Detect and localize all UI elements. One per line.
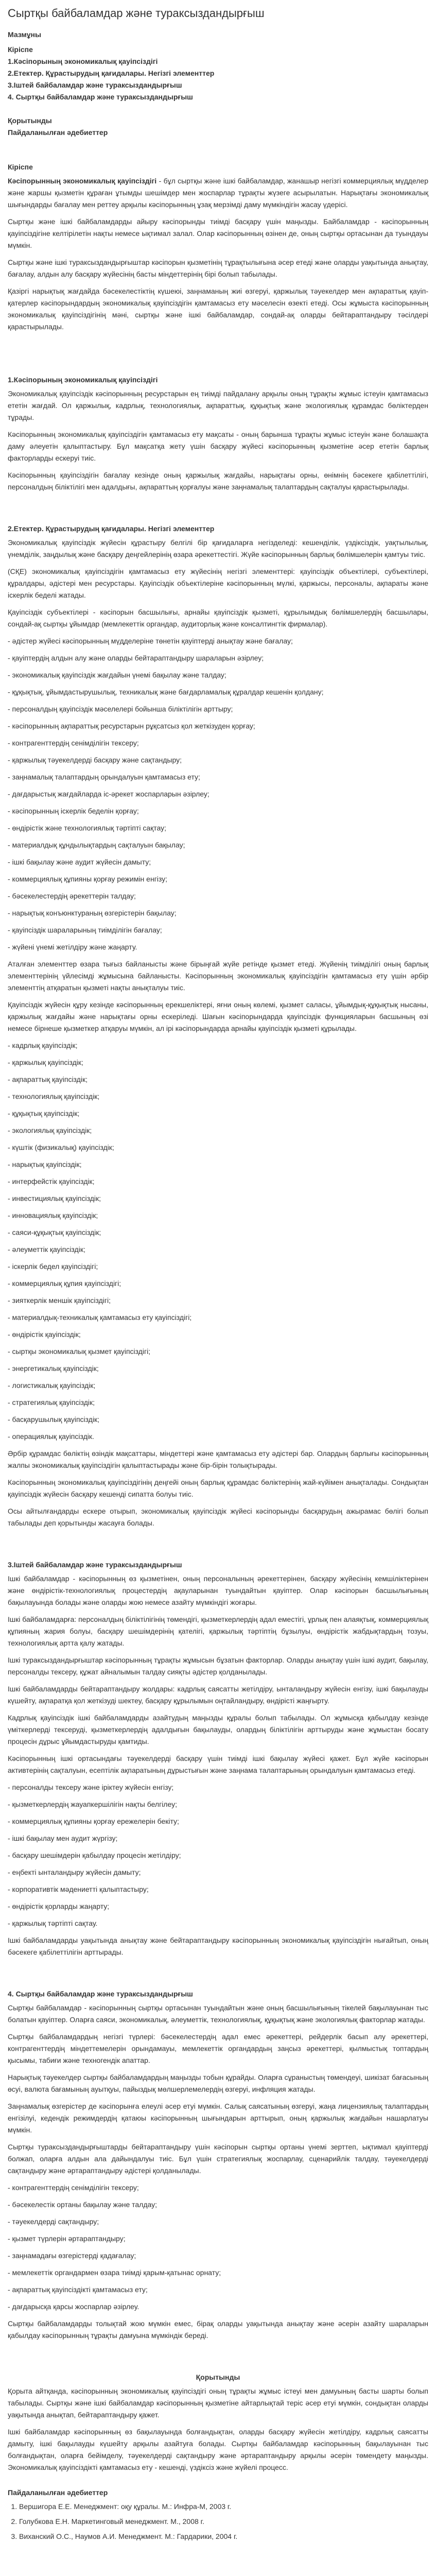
- paragraph-text: Қазіргі нарықтық жағдайда бәсекелестіктің күшеюі, заңнаманың жиі өзгеруі, қаржылық тәуекелдер мен ақпараттық қауіп-қатерлер кәсіпорындардың экономикалық қауіпсіздігін қамтамасыз ету мәселесін өзекті етеді. Осы жұмыста кәсіпорынның экономикалық қауіпсіздігінің мәні, сыртқы және ішкі байбаламдар, сондай-ақ оларды бейтараптандыру тәсілдері қарастырылады.: [8, 287, 428, 331]
- body-paragraph: [8, 1573, 428, 1608]
- list-item: - заңнамадағы өзгерістерді қадағалау;: [8, 2251, 136, 2260]
- body-paragraph: [8, 537, 428, 561]
- paragraph-text: Сыртқы байбаламдардың негізгі түрлері: бәсекелестердің адал емес әрекеттері, рейдерлік басып алу әрекеттері, контрагенттердің міндеттемелерін орындамауы, мемлекеттік органдардың заңсыз әрекеттері, қылмыстық топтардың қысымы, табиғи және техногендік апаттар.: [8, 2032, 428, 2064]
- body-paragraph: [8, 2031, 428, 2066]
- table-of-contents: [8, 29, 428, 139]
- list-item: - басқару шешімдерін қабылдау процесін жетілдіру;: [8, 1851, 181, 1859]
- list-item: - кадрлық қауіпсіздік;: [8, 1041, 78, 1049]
- list-item: - материалдық-техникалық қамтамасыз ету қауіпсіздігі;: [8, 1313, 192, 1321]
- section-3: [8, 1559, 428, 1958]
- list-item: - логистикалық қауіпсіздік;: [8, 1381, 96, 1389]
- section-title: Қорытынды: [196, 2373, 240, 2381]
- toc-link[interactable]: Қорытынды: [8, 116, 52, 125]
- body-paragraph: [8, 285, 428, 333]
- toc-link[interactable]: 2.Етектер. Құрастырудың қағидалары. Негізгі элементтер: [8, 69, 215, 77]
- toc-link[interactable]: Пайдаланылған әдебиеттер: [8, 128, 108, 137]
- paragraph-text: Кәсіпорынның экономикалық қауіпсіздігінің деңгейі оның барлық құрамдас бөліктерінің жай-күйімен анықталады. Сондықтан қауіпсіздік жүйесін басқару кешенді сипатта болуы тиіс.: [8, 1478, 428, 1498]
- list-item: - дағдарысқа қарсы жоспарлар әзірлеу.: [8, 2302, 139, 2311]
- list-item: - ақпараттық қауіпсіздік;: [8, 1075, 88, 1083]
- section-title: 2.Етектер. Құрастырудың қағидалары. Негізгі элементтер: [8, 524, 215, 533]
- paragraph-text: Ішкі байбаламдар - кәсіпорынның өз қызметінен, оның персоналының әрекеттерінен, басқару жүйесінің кемшіліктерінен және өндірістік-технологиялық процестердің ақауларынан туындайтын қауіптер. Олар кәсіпорын басшылығының бақылауында болады және оларды жою немесе азайту мүмкіндігі жоғары.: [8, 1574, 428, 1606]
- list-item: - кәсіпорынның іскерлік беделін қорғау;: [8, 807, 139, 815]
- list-item: - ішкі бақылау және аудит жүйесін дамыту;: [8, 858, 151, 866]
- conclusion-section: [8, 2371, 428, 2473]
- list-item: - кәсіпорынның ақпараттық ресурстарын рұқсатсыз қол жеткізуден қорғау;: [8, 722, 255, 730]
- list-item: - ақпараттық қауіпсіздікті қамтамасыз ету;: [8, 2285, 148, 2294]
- list-item: - құқықтық қауіпсіздік;: [8, 1109, 80, 1117]
- list-item: - басқарушылық қауіпсіздік;: [8, 1415, 100, 1423]
- list-item: - инвестициялық қауіпсіздік;: [8, 1194, 101, 1202]
- toc-link[interactable]: 3.Іштей байбаламдар және тураксыздандырғыш: [8, 81, 182, 89]
- list-item: - ішкі бақылау мен аудит жүргізу;: [8, 1834, 118, 1842]
- body-paragraph: [8, 429, 428, 464]
- list-item: - мемлекеттік органдармен өзара тиімді қарым-қатынас орнату;: [8, 2268, 221, 2277]
- list-item: - тәуекелдерді сақтандыру;: [8, 2217, 99, 2226]
- paragraph-text: Осы айтылғандарды ескере отырып, экономикалық қауіпсіздік жүйесі кәсіпорынды басқарудың ажырамас бөлігі болып табылады деп қорытынды жасауға болады.: [8, 1507, 428, 1527]
- list-item: - әдістер жүйесі кәсіпорынның мүдделеріне төнетін қауіптерді анықтау және бағалау;: [8, 637, 293, 645]
- list-item: - технологиялық қауіпсіздік;: [8, 1092, 100, 1100]
- list-item: - материалдық құндылықтардың сақталуын бақылау;: [8, 841, 185, 849]
- list-item: - коммерциялық құпияны қорғау режимін енгізу;: [8, 875, 168, 883]
- paragraph-text: Кәсіпорынның экономикалық қауіпсіздігін қамтамасыз ету мақсаты - оның барынша тұрақты жұмыс істеуін және болашақта даму әлеуетін қалыптастыру. Бұл мақсатқа жету үшін басқару жүйесі кәсіпорынның қызметіне әсер ететін барлық факторларды ескеруі тиіс.: [8, 430, 428, 462]
- body-paragraph: [8, 388, 428, 423]
- reference-item: 2. Голубкова Е.Н. Маркетинговый менеджмент. М., 2008 г.: [19, 2516, 428, 2528]
- body-paragraph: [8, 2100, 428, 2136]
- paragraph-text: Қауіпсіздік жүйесін құру кезінде кәсіпорынның ерекшеліктері, яғни оның көлемі, қызмет саласы, ұйымдық-құқықтық нысаны, қаржылық жағдайы және нарықтағы орны ескеріледі. Шағын кәсіпорындарда қауіпсіздік функцияларын басшының өзі немесе бірнеше қызметкер атқаруы мүмкін, ал ірі кәсіпорындарда арнайы қауіпсіздік қызметі құрылады.: [8, 1001, 428, 1032]
- list-item: - дағдарыстық жағдайларда іс-әрекет жоспарларын әзірлеу;: [8, 790, 210, 798]
- list-item: - энергетикалық қауіпсіздік;: [8, 1364, 99, 1372]
- section-title: 4. Сыртқы байбаламдар және тураксыздандырғыш: [8, 1990, 193, 1998]
- paragraph-text: Сыртқы тураксыздандырғыштарды бейтараптандыру үшін кәсіпорын сыртқы ортаны үнемі зерттеп, ықтимал қауіптерді болжап, оларға алдын ала дайындалуы тиіс. Бұл үшін стратегиялық жоспарлау, сценарийлік талдау, тәуекелдерді сақтандыру және әртараптандыру әдістері қолданылады.: [8, 2143, 428, 2175]
- list-item: - зияткерлік меншік қауіпсіздігі;: [8, 1296, 111, 1304]
- list-item: - коммерциялық құпия қауіпсіздігі;: [8, 1279, 121, 1287]
- list-item: - интерфейстік қауіпсіздік;: [8, 1177, 95, 1185]
- paragraph-text: Заңнамалық өзгерістер де кәсіпорынға елеулі әсер етуі мүмкін. Салық саясатының өзгеруі, жаңа лицензиялық талаптардың енгізілуі, кедендік режимдердің қатаюы кәсіпорынның шығындарын арттырып, оның қаржылық жағдайын нашарлатуы мүмкін.: [8, 2102, 428, 2134]
- list-item: - қызмет түрлерін әртараптандыру;: [8, 2234, 126, 2243]
- paragraph-text: Экономикалық қауіпсіздік жүйесін құрастыру белгілі бір қағидаларға негізделеді: кешенділік, үздіксіздік, уақтылылық, үнемділік, заңдылық және басқару деңгейлерінің өзара әрекеттестігі. Жүйе кәсіпорынның барлық бөлімшелерін қамтуы тиіс.: [8, 538, 428, 558]
- paragraph-text: - бұл сыртқы және ішкі байбаламдар, жанашыр негізгі коммерциялық мүдделер және жаршы қызметін құраған ұтымды шешімдер мен жоспарлар тұрақты жүзеге асырылатын. Нарықтағы экономикалық шығындарды бағалау мен реттеу арқылы кәсіпорынның ұзақ мерзімді даму мүмкіндігін жасау үдерісі.: [8, 177, 428, 209]
- toc-link[interactable]: Кіріспе: [8, 45, 33, 54]
- list-item: - персоналды тексеру және іріктеу жүйесін енгізу;: [8, 1783, 174, 1791]
- section-title: 3.Іштей байбаламдар және тураксыздандырғыш: [8, 1561, 182, 1569]
- body-paragraph: [8, 566, 428, 601]
- paragraph-text: Аталған элементтер өзара тығыз байланысты және бірыңғай жүйе ретінде қызмет етеді. Жүйенің тиімділігі оның барлық элементтерінің үйлесімді жұмысына байланысты. Кәсіпорынның экономикалық қауіпсіздігін қамтамасыз ету үшін әрбір элементтің атқаратын қызметі нақты анықталуы тиіс.: [8, 960, 428, 992]
- list-item: - экономикалық қауіпсіздік жағдайын үнемі бақылау және талдау;: [8, 671, 226, 679]
- body-paragraph: [8, 2002, 428, 2026]
- list-item: - қаржылық тәуекелдерді басқару және сақтандыру;: [8, 756, 182, 764]
- list-item: - өндірістік қауіпсіздік;: [8, 1330, 81, 1338]
- body-paragraph: [8, 1654, 428, 1678]
- body-paragraph: [8, 2385, 428, 2421]
- list-item: - қауіпсіздік шараларының тиімділігін бағалау;: [8, 926, 162, 934]
- list-item: - әлеуметтік қауіпсіздік;: [8, 1245, 85, 1253]
- list-item: - жүйені үнемі жетілдіру және жаңарту.: [8, 943, 137, 951]
- list-item: - заңнамалық талаптардың орындалуын қамтамасыз ету;: [8, 773, 200, 781]
- body-paragraph: [8, 1753, 428, 1776]
- reference-item: 3. Виханский О.С., Наумов А.И. Менеджмент. М.: Гардарики, 2004 г.: [19, 2531, 428, 2543]
- paragraph-text: Сыртқы және ішкі байбаламдарды айыру кәсіпорынды тиімді басқару үшін маңызды. Байбаламдар - кәсіпорынның қауіпсіздігіне келтірілетін нақты немесе ықтимал залал. Олар кәсіпорынның өзінен де, оның сыртқы ортасынан да туындауы мүмкін.: [8, 217, 428, 249]
- body-paragraph: [8, 1477, 428, 1500]
- body-paragraph: [8, 2426, 428, 2473]
- list-item: - стратегиялық қауіпсіздік;: [8, 1398, 95, 1406]
- paragraph-text: Нарықтық тәуекелдер сыртқы байбаламдардың маңызды тобын құрайды. Оларға сұраныстың төмендеуі, шикізат бағасының өсуі, валюта бағамының ауытқуы, пайыздық мөлшерлемелердің өзгеруі, инфляция жатады.: [8, 2073, 428, 2093]
- paragraph-lead: Кәсіпорынның экономикалық қауіпсіздігі: [8, 177, 157, 185]
- paragraph-text: Сыртқы байбаламдар - кәсіпорынның сыртқы ортасынан туындайтын және оның басшылығының тікелей бақылауынан тыс болатын қауіптер. Оларға саяси, экономикалық, әлеуметтік, технологиялық, құқықтық және экологиялық факторлар жатады.: [8, 2004, 428, 2024]
- list-item: - экологиялық қауіпсіздік;: [8, 1126, 92, 1134]
- section-title: 1.Кәсіпорының экономикалық қауіпсіздігі: [8, 376, 158, 384]
- body-paragraph: [8, 216, 428, 251]
- list-item: - нарықтық конъюнктураның өзгерістерін бақылау;: [8, 909, 177, 917]
- body-paragraph: [8, 958, 428, 994]
- body-paragraph: [8, 999, 428, 1035]
- section-1: [8, 374, 428, 493]
- list-item: - персоналдың қауіпсіздік мәселелері бойынша біліктілігін арттыру;: [8, 705, 233, 713]
- list-item: - қауіптердің алдын алу және оларды бейтараптандыру шараларын әзірлеу;: [8, 654, 264, 662]
- paragraph-text: (СҚЕ) экономикалық қауіпсіздігін қамтамасыз ету жүйесінің негізгі элементтері: қауіпсіздік объектілері, субъектілері, құралдары, әдістері мен ресурстары. Қауіпсіздік объектілеріне кәсіпорынның мүлкі, қаржысы, персоналы, ақпараты және іскерлік беделі жатады.: [8, 567, 428, 599]
- list-item: - контрагенттердің сенімділігін тексеру;: [8, 739, 139, 747]
- list-item: - корпоративтік мәдениетті қалыптастыру;: [8, 1885, 149, 1893]
- paragraph-text: Кәсіпорынның қауіпсіздігін бағалау кезінде оның қаржылық жағдайы, нарықтағы орны, өнімнің бәсекеге қабілеттілігі, персоналдың біліктілігі мен адалдығы, ақпараттың қорғалуы және заңнамалық талаптардың сақталуы қарастырылады.: [8, 471, 428, 491]
- body-paragraph: [8, 1614, 428, 1649]
- section-title: Кіріспе: [8, 163, 33, 171]
- list-item: - коммерциялық құпияны қорғау ережелерін бекіту;: [8, 1817, 179, 1825]
- paragraph-text: Кәсіпорынның ішкі ортасындағы тәуекелдерді басқару үшін тиімді ішкі бақылау жүйесі қажет. Бұл жүйе кәсіпорын активтерінің сақталуын, есептілік ақпаратының дұрыстығын және заңнама талаптарының орындалуын қамтамасыз етеді.: [8, 1754, 428, 1774]
- toc-link[interactable]: 4. Сыртқы байбаламдар және тураксыздандырғыш: [8, 93, 193, 101]
- paragraph-text: Ішкі байбаламдар кәсіпорынның өз бақылауында болғандықтан, оларды басқару жүйесін жетілдіру, кадрлық саясатты дамыту, ішкі бақылауды күшейту арқылы азайтуға болады. Сыртқы байбаламдар кәсіпорынның бақылауынан тыс болғандықтан, оларға бейімделу, тәуекелдерді сақтандыру және әртараптандыру арқылы әсерін төмендету маңызды. Экономикалық қауіпсіздікті қамтамасыз ету - кешенді, үздіксіз және жүйелі процесс.: [8, 2428, 428, 2471]
- contents-heading: Мазмұны: [8, 30, 41, 39]
- section-4: [8, 1988, 428, 2342]
- body-paragraph: [8, 1712, 428, 1748]
- paragraph-text: Ішкі байбаламдарды бейтараптандыру жолдары: кадрлық саясатты жетілдіру, ынталандыру жүйесін енгізу, ішкі бақылауды күшейту, ақпаратқа қол жеткізуді шектеу, басқару құрылымын оңтайландыру, өндірісті жаңғырту.: [8, 1685, 428, 1705]
- paragraph-text: Әрбір құрамдас бөліктің өзіндік мақсаттары, міндеттері және қамтамасыз ету әдістері бар. Олардың барлығы кәсіпорынның жалпы экономикалық қауіпсіздігін қалыптастырады және бір-бірін толықтырады.: [8, 1449, 428, 1469]
- paragraph-text: Сыртқы және ішкі тураксыздандырғыштар кәсіпорын қызметінің тұрақтылығына әсер етеді және оларды уақытында анықтау, бағалау, алдын алу басқару жүйесінің басты міндеттерінің бірі болып табылады.: [8, 258, 428, 278]
- references-section: [8, 2487, 428, 2543]
- section-closing: Ішкі байбаламдарды уақытында анықтау және бейтараптандыру кәсіпорынның экономикалық қауіпсіздігін нығайтып, оның бәсекеге қабілеттілігін арттырады.: [8, 1936, 428, 1956]
- toc-link[interactable]: 1.Кәсіпорының экономикалық қауіпсіздігі: [8, 57, 158, 65]
- section-2: [8, 523, 428, 1529]
- section-closing: Сыртқы байбаламдарды толықтай жою мүмкін емес, бірақ оларды уақытында анықтау және әсерін азайту шараларын қабылдау кәсіпорынның тұрақты дамуына мүмкіндік береді.: [8, 2319, 428, 2340]
- list-item: - бәсекелестердің әрекеттерін талдау;: [8, 892, 136, 900]
- list-item: - күштік (физикалық) қауіпсіздік;: [8, 1143, 114, 1151]
- list-item: - қаржылық тәртіпті сақтау.: [8, 1919, 98, 1927]
- list-item: - құқықтық, ұйымдастырушылық, техникалық және бағдарламалық құралдар кешенін қолдану;: [8, 688, 324, 696]
- paragraph-text: Экономикалық қауіпсіздік кәсіпорынның ресурстарын ең тиімді пайдалану арқылы оның тұрақты жұмыс істеуін қамтамасыз ететін жағдай. Ол қаржылық, кадрлық, технологиялық, ақпараттық, құқықтық және экологиялық құрамдас бөліктерден тұрады.: [8, 389, 428, 421]
- paragraph-text: Ішкі тураксыздандырғыштар кәсіпорынның тұрақты жұмысын бұзатын факторлар. Оларды анықтау үшін ішкі аудит, бақылау, персоналды тексеру, құжат айналымын талдау сияқты әдістер қолданылады.: [8, 1656, 428, 1676]
- body-paragraph: [8, 469, 428, 493]
- paragraph-text: Кадрлық қауіпсіздік ішкі байбаламдарды азайтудың маңызды құралы болып табылады. Ол жұмысқа қабылдау кезінде үміткерлерді тексеруді, қызметкерлердің адалдығын бақылауды, олардың біліктілігін арттыруды және жұмыстан босату процесін дұрыс ұйымдастыруды қамтиды.: [8, 1714, 428, 1745]
- body-paragraph: [8, 1448, 428, 1471]
- list-item: - сыртқы экономикалық қызмет қауіпсіздігі;: [8, 1347, 151, 1355]
- section-title: Пайдаланылған әдебиеттер: [8, 2488, 108, 2497]
- reference-item: 1. Вершигора Е.Е. Менеджмент: оқу құралы. М.: Инфра-М, 2003 г.: [19, 2501, 428, 2513]
- list-item: - бәсекелестік ортаны бақылау және талдау;: [8, 2200, 158, 2209]
- body-paragraph: [8, 257, 428, 280]
- intro-section: [8, 161, 428, 333]
- body-paragraph: [8, 1505, 428, 1529]
- body-paragraph: [8, 1683, 428, 1707]
- body-paragraph: [8, 2141, 428, 2177]
- list-item: - операциялық қауіпсіздік.: [8, 1432, 94, 1440]
- list-item: - іскерлік бедел қауіпсіздігі;: [8, 1262, 98, 1270]
- body-paragraph: [8, 2072, 428, 2095]
- paragraph-text: Қауіпсіздік субъектілері - кәсіпорын басшылығы, арнайы қауіпсіздік қызметі, құрылымдық бөлімшелердің басшылары, сондай-ақ сыртқы ұйымдар (мемлекеттік органдар, аудиторлық және консалтингтік фирмалар).: [8, 608, 428, 628]
- list-item: - қаржылық қауіпсіздік;: [8, 1058, 83, 1066]
- list-item: - еңбекті ынталандыру жүйесін дамыту;: [8, 1868, 141, 1876]
- list-item: - инновациялық қауіпсіздік;: [8, 1211, 98, 1219]
- list-item: - қызметкерлердің жауапкершілігін нақты белгілеу;: [8, 1800, 177, 1808]
- paragraph-text: Ішкі байбаламдарға: персоналдың біліктілігінің төмендігі, қызметкерлердің адал еместігі, ұрлық пен алаяқтық, коммерциялық құпияның жария болуы, басқару шешімдерінің қателігі, қаржылық тәртіптің бұзылуы, өндірістік жабдықтардың тозуы, технологиялық артта қалу жатады.: [8, 1615, 428, 1647]
- list-item: - өндірістік қорларды жаңарту;: [8, 1902, 110, 1910]
- body-paragraph: [8, 606, 428, 630]
- document-title: Сыртқы байбаламдар және тураксыздандырғыш: [8, 7, 265, 20]
- paragraph-text: Қорыта айтқанда, кәсіпорынның экономикалық қауіпсіздігі оның тұрақты жұмыс істеуі мен дамуының басты шарты болып табылады. Сыртқы және ішкі байбаламдар кәсіпорынның қызметіне айтарлықтай теріс әсер етуі мүмкін, сондықтан оларды уақытында анықтап, бейтараптандыру қажет.: [8, 2387, 428, 2419]
- list-item: - контрагенттердің сенімділігін тексеру;: [8, 2183, 139, 2192]
- list-item: - нарықтық қауіпсіздік;: [8, 1160, 82, 1168]
- list-item: - өндірістік және технологиялық тәртіпті сақтау;: [8, 824, 167, 832]
- body-paragraph: [8, 175, 428, 211]
- list-item: - саяси-құқықтық қауіпсіздік;: [8, 1228, 101, 1236]
